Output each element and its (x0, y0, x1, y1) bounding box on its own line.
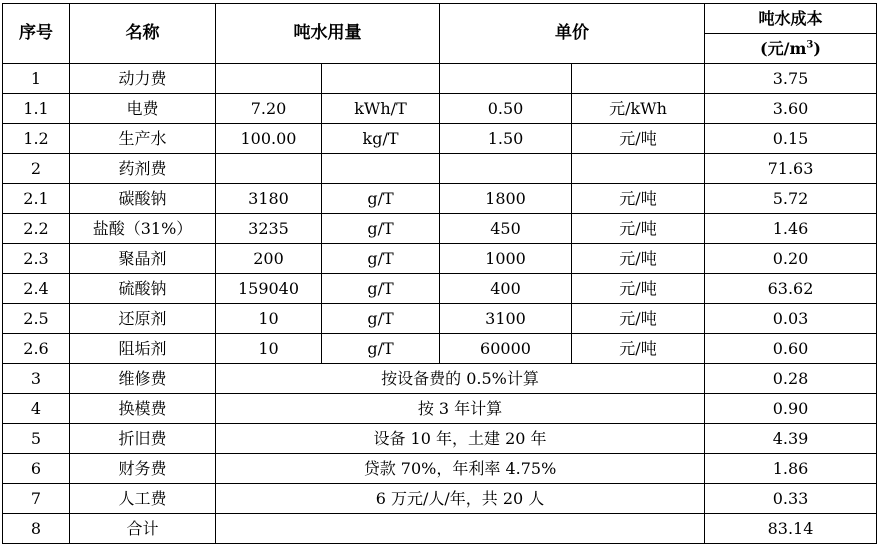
cell-name: 动力费 (70, 64, 216, 94)
cell-qty-unit: g/T (322, 334, 440, 364)
cell-price-unit (572, 64, 705, 94)
cell-qty: 200 (216, 244, 322, 274)
cell-price: 1.50 (440, 124, 572, 154)
cell-price-unit: 元/吨 (572, 304, 705, 334)
table-row (3, 124, 877, 154)
cell-qty (216, 154, 322, 184)
cell-cost: 0.15 (705, 124, 877, 154)
table-row (3, 334, 877, 364)
cell-qty-unit: g/T (322, 244, 440, 274)
cell-qty-unit (322, 154, 440, 184)
cell-name: 盐酸（31%） (70, 214, 216, 244)
cell-cost: 0.20 (705, 244, 877, 274)
cell-seq: 2 (3, 154, 70, 184)
cell-qty-unit: kg/T (322, 124, 440, 154)
cell-price-unit: 元/吨 (572, 244, 705, 274)
cell-name: 碳酸钠 (70, 184, 216, 214)
cell-price: 0.50 (440, 94, 572, 124)
table-row (3, 364, 877, 394)
cell-seq: 2.1 (3, 184, 70, 214)
cell-qty-unit: g/T (322, 304, 440, 334)
cell-cost: 4.39 (705, 424, 877, 454)
cell-qty: 10 (216, 334, 322, 364)
header-usage: 吨水用量 (216, 4, 440, 64)
cell-name: 折旧费 (70, 424, 216, 454)
table-row (3, 154, 877, 184)
cell-name: 硫酸钠 (70, 274, 216, 304)
cell-seq: 2.2 (3, 214, 70, 244)
cell-name: 合计 (70, 514, 216, 544)
cell-seq: 1.2 (3, 124, 70, 154)
cell-note: 设备 10 年，土建 20 年 (216, 424, 705, 454)
cell-qty-unit (322, 64, 440, 94)
cell-note: 贷款 70%，年利率 4.75% (216, 454, 705, 484)
cell-price-unit: 元/吨 (572, 214, 705, 244)
cell-seq: 4 (3, 394, 70, 424)
header-cost-unit: (元$/m^3$) (705, 34, 877, 64)
cell-cost: 71.63 (705, 154, 877, 184)
table-row (3, 214, 877, 244)
cell-name: 生产水 (70, 124, 216, 154)
table-row (3, 274, 877, 304)
cell-cost: 0.03 (705, 304, 877, 334)
cell-qty: 3235 (216, 214, 322, 244)
cell-seq: 1.1 (3, 94, 70, 124)
cell-price (440, 64, 572, 94)
cell-note: 6 万元/人/年，共 20 人 (216, 484, 705, 514)
cell-cost: 1.46 (705, 214, 877, 244)
cell-note (216, 514, 705, 544)
table-row (3, 514, 877, 544)
cell-price: 60000 (440, 334, 572, 364)
cell-price-unit: 元/吨 (572, 184, 705, 214)
cell-qty: 3180 (216, 184, 322, 214)
cell-name: 阻垢剂 (70, 334, 216, 364)
table-row (3, 64, 877, 94)
cell-seq: 2.3 (3, 244, 70, 274)
header-cost: 吨水成本 (705, 4, 877, 34)
cell-qty-unit: g/T (322, 274, 440, 304)
cell-price (440, 154, 572, 184)
table-row (3, 184, 877, 214)
cell-price-unit: 元/kWh (572, 94, 705, 124)
cell-name: 药剂费 (70, 154, 216, 184)
cell-name: 电费 (70, 94, 216, 124)
cell-qty (216, 64, 322, 94)
header-price: 单价 (440, 4, 705, 64)
cell-note: 按设备费的 0.5%计算 (216, 364, 705, 394)
cell-name: 还原剂 (70, 304, 216, 334)
cell-cost: 0.28 (705, 364, 877, 394)
cell-seq: 2.5 (3, 304, 70, 334)
cell-seq: 7 (3, 484, 70, 514)
cell-seq: 6 (3, 454, 70, 484)
cell-seq: 3 (3, 364, 70, 394)
cell-price-unit: 元/吨 (572, 274, 705, 304)
cell-name: 维修费 (70, 364, 216, 394)
cell-seq: 5 (3, 424, 70, 454)
cell-price-unit: 元/吨 (572, 334, 705, 364)
cell-cost: 3.60 (705, 94, 877, 124)
cell-qty: 7.20 (216, 94, 322, 124)
cell-seq: 2.4 (3, 274, 70, 304)
cell-cost: 0.90 (705, 394, 877, 424)
table-row (3, 304, 877, 334)
cell-cost: 83.14 (705, 514, 877, 544)
cell-qty: 10 (216, 304, 322, 334)
cell-price-unit (572, 154, 705, 184)
table-row (3, 244, 877, 274)
cell-note: 按 3 年计算 (216, 394, 705, 424)
cell-qty-unit: kWh/T (322, 94, 440, 124)
header-name: 名称 (70, 4, 216, 64)
cell-qty-unit: g/T (322, 184, 440, 214)
table-row (3, 484, 877, 514)
table-row (3, 424, 877, 454)
table-row (3, 394, 877, 424)
cell-cost: 3.75 (705, 64, 877, 94)
cell-cost: 0.60 (705, 334, 877, 364)
table-row (3, 94, 877, 124)
cell-qty: 100.00 (216, 124, 322, 154)
cell-price: 1000 (440, 244, 572, 274)
cell-price-unit: 元/吨 (572, 124, 705, 154)
cell-cost: 0.33 (705, 484, 877, 514)
cell-price: 1800 (440, 184, 572, 214)
cell-name: 换模费 (70, 394, 216, 424)
cell-name: 财务费 (70, 454, 216, 484)
table-row (3, 454, 877, 484)
cell-cost: 63.62 (705, 274, 877, 304)
cost-table (2, 3, 877, 544)
cell-price: 3100 (440, 304, 572, 334)
cell-cost: 1.86 (705, 454, 877, 484)
cell-price: 400 (440, 274, 572, 304)
cell-seq: 1 (3, 64, 70, 94)
cell-qty: 159040 (216, 274, 322, 304)
cell-qty-unit: g/T (322, 214, 440, 244)
cell-cost: 5.72 (705, 184, 877, 214)
header-seq: 序号 (3, 4, 70, 64)
cell-price: 450 (440, 214, 572, 244)
cell-seq: 2.6 (3, 334, 70, 364)
cell-name: 人工费 (70, 484, 216, 514)
cell-seq: 8 (3, 514, 70, 544)
cell-name: 聚晶剂 (70, 244, 216, 274)
